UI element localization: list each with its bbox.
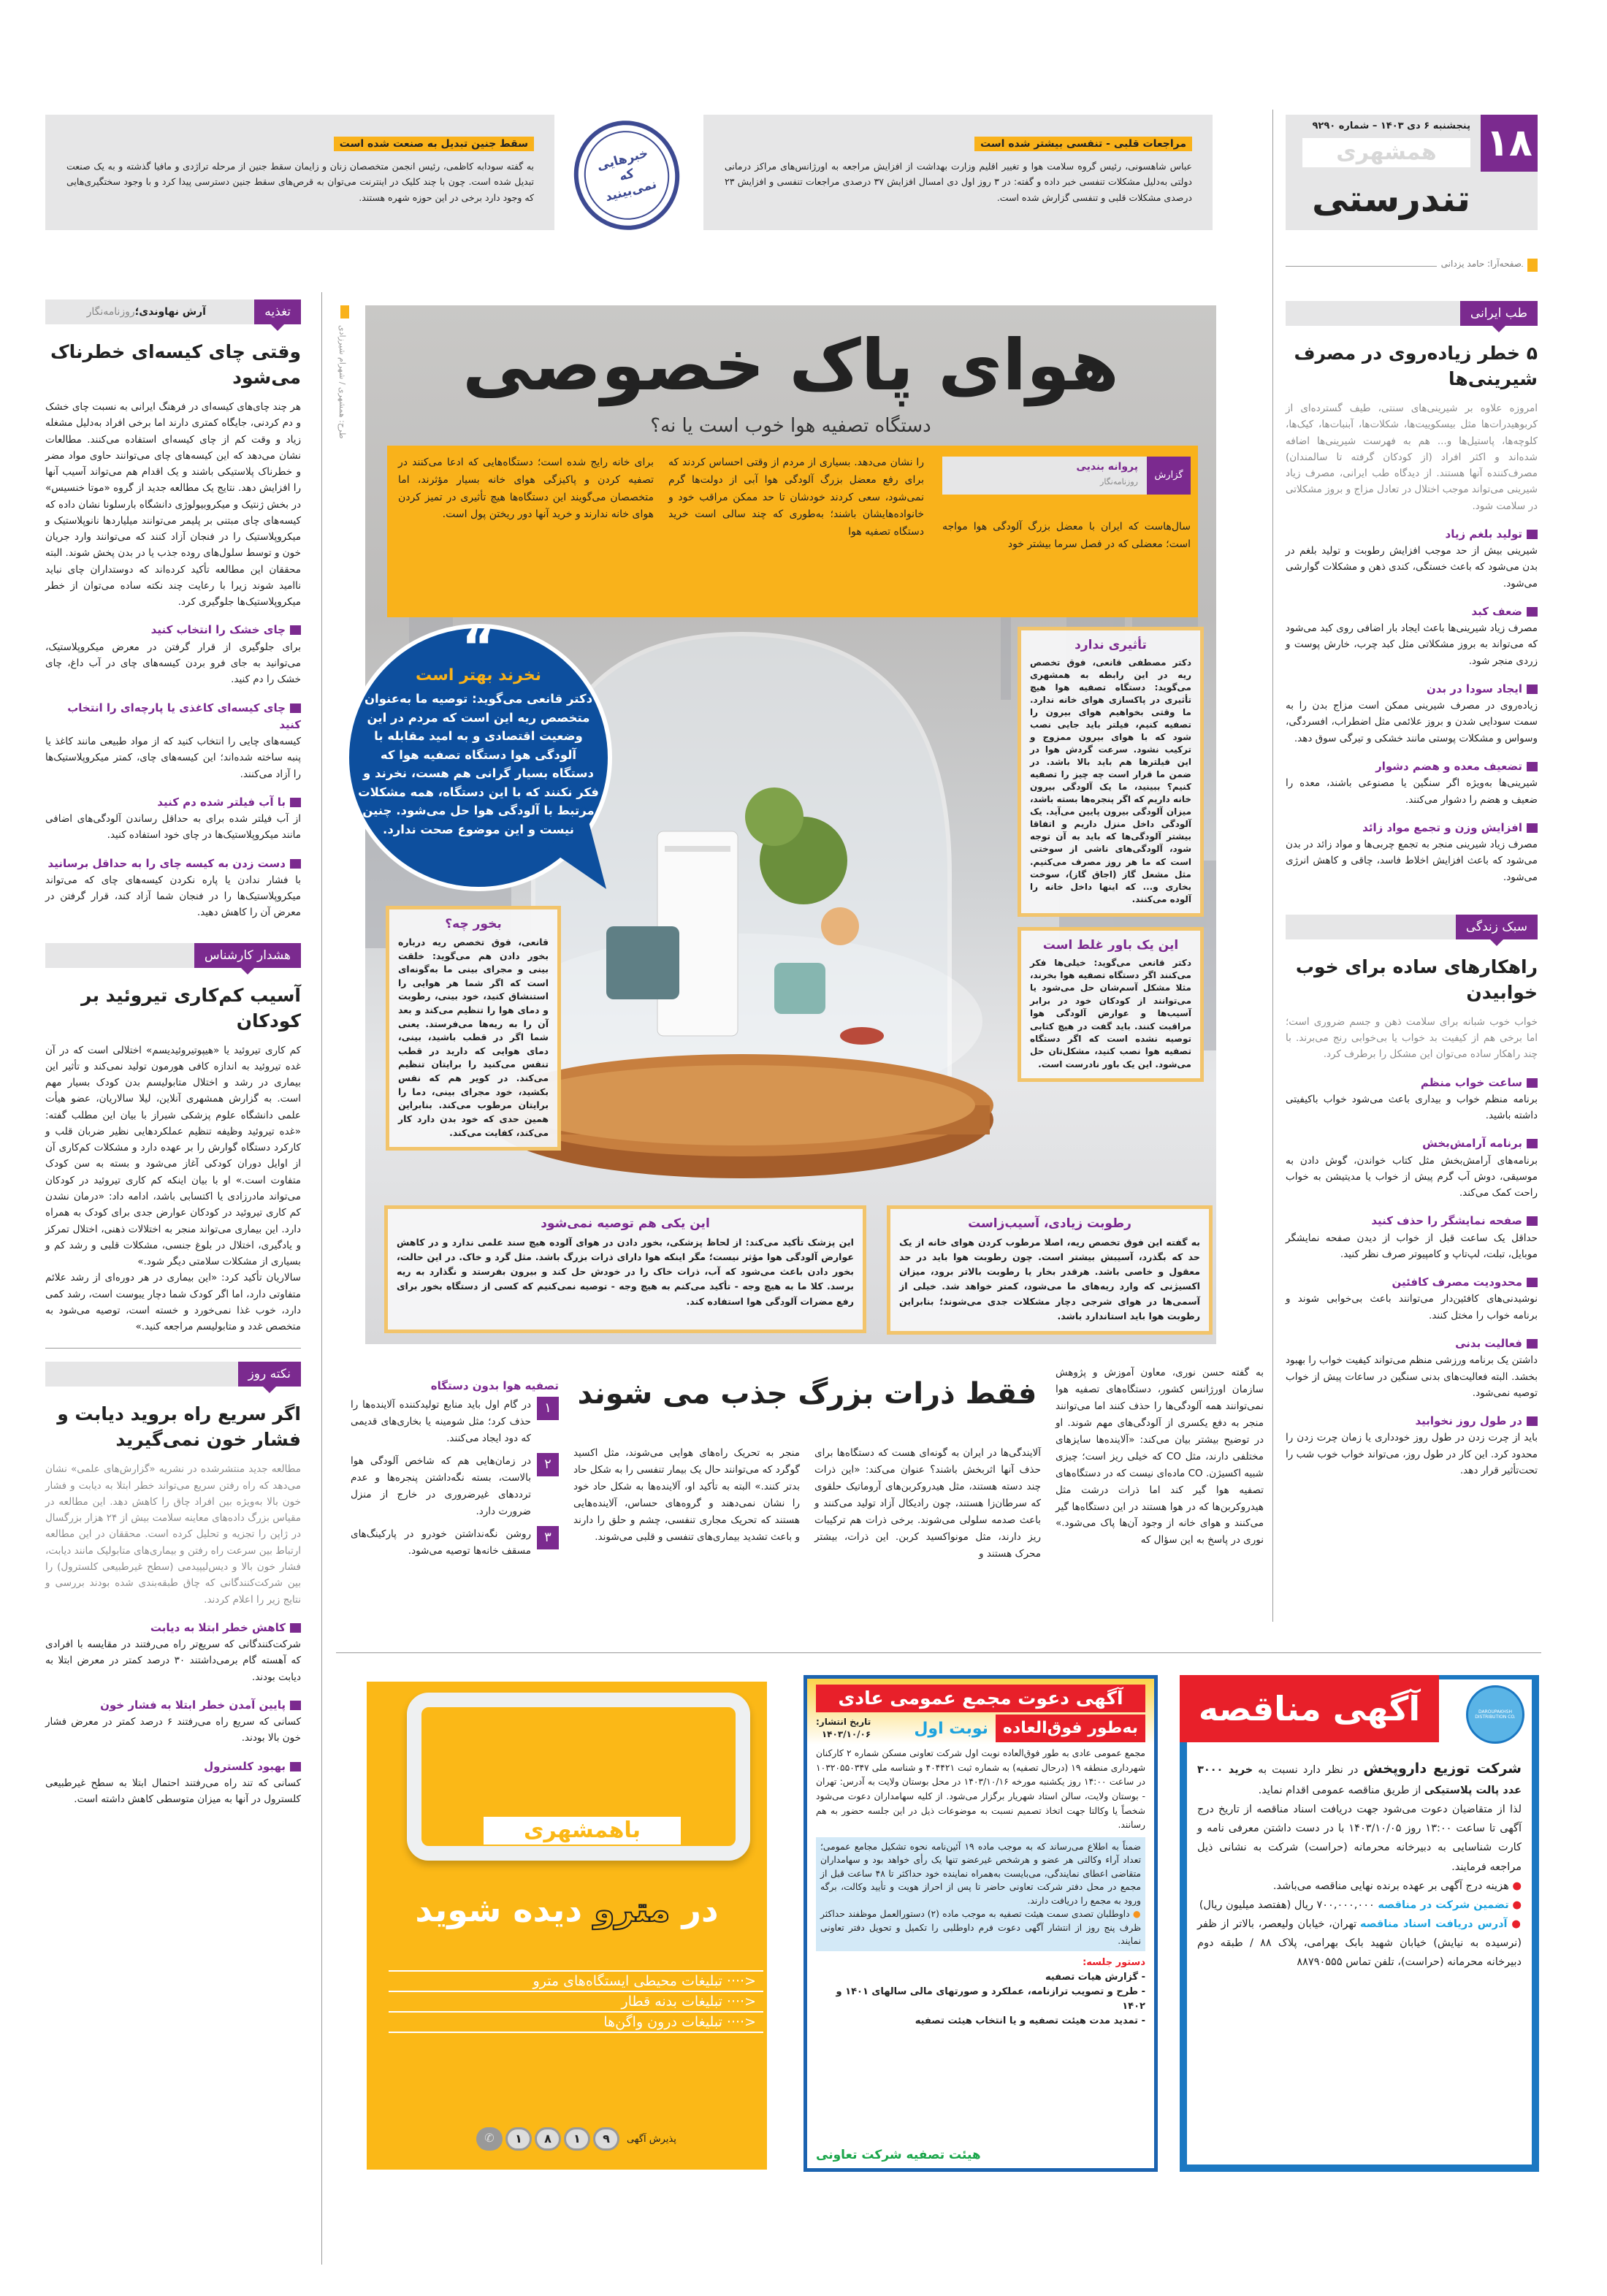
info-box-not-recommended: این یکی هم توصیه نمی‌شود این پزشک تأکید می‌کند: از لحاظ پزشکی، بخور دادن در هوای آلوده هیچ سند علمی ندارد و در کاهش عوارض آلودگی هوا مؤثر نیست؛ مگر اینکه هوا دارای ذرات بزرگ باشد. مثل گرد و خاک. در این حالت، بخور دادن باعث می‌شود که آب، ذرات خاک را در خودش حل کند و بیرون بفرستد و نگذارد به ریه برسد. کلا ما به هیچ وجه - تأکید می‌کنم به هیچ وجه - توصیه نمی‌کنیم که کسی از دستگاه بخور برای رفع مضرات آلودگی هوا استفاده کند. <box>384 1205 866 1333</box>
tender-ad: آگهی مناقصه DAROUPAKHSH DISTRIBUTION CO. شرکت توزیع داروپخش در نظر دارد نسبت به خرید ۳۰۰۰ عدد پالت پلاستیکی از طریق مناقصه عمومی اقدام نماید. لذا از متقاضیان دعوت می‌شود جهت دریافت اسناد مناقصه از تاریخ درج آگهی تا ساعت ۱۳:۰۰ روز ۱۴۰۳/۱۰/۰۵ با در دست داشتن معرفی نامه و کارت شناسایی به دبیرخانه محرمانه (حراست) شرکت به نشانی ذیل مراجعه فرمایند. ● هزینه درج آگهی بر عهده برنده نهایی مناقصه می‌باشد. ● تضمین شرکت در مناقصه ۷۰۰,۰۰۰,۰۰۰ ریال (هفتصد میلیون ریال) ● آدرس دریافت اسناد مناقصه تهران، خیابان ولیعصر، بالاتر از ظفر (نرسیده به نیایش) خیابان شهید بابک بهرامی، پلاک ۸۸ / طبقه دوم دبیرخانه محرمانه (حراست)، تلفن تماس ۸۸۷۹۰۵۵۵ <box>1180 1675 1539 2172</box>
square-bullet-icon <box>290 1623 301 1633</box>
assembly-subtitle: به‌طور فوق‌العاده <box>996 1715 1145 1742</box>
info-box-no-effect: تأثیری ندارد دکتر مصطفی قانعی، فوق تخصص ریه در این رابطه به همشهری می‌گوید: دستگاه تصفیه هوا هیچ تأثیری در پاکسازی هوای خانه ندارد. ما وقتی بخواهیم هوای بیرون را تصفیه کنیم، فیلتر باید جایی نصب شود که با هوای بیرون ممزوج و ترکیب نشود. سرعت گردش هوا در این فیلترها هم باید بالا باشد. در ضمن ما قرار است چه چیز را تصفیه کنیم؟ ببینید، ما یک آلودگی بیرون خانه داریم که اگر پنجره‌ها بسته باشد، میزان آلودگی بیرون پایین می‌آید. یک آلودگی داخل منزل داریم و اتفاقا بیشتر آلودگی‌ها که باید به آن توجه شود، آلودگی‌های ناشی از سوختی است که ما هر روز مصرف می‌کنیم. مثل مشعل گاز (اجاق گاز)، سوخت بخاری و... که اینها داخل خانه را آلوده می‌کنند. <box>1018 627 1204 917</box>
assembly-ad: آگهی دعوت مجمع عمومی عادی به‌طور فوق‌العاده نوبت اول تاریخ انتشار: ۱۴۰۳/۱۰/۰۶ مجمع عمومی عادی به طور فوق‌العاده نوبت اول شرکت تعاونی مسکن شماره ۲ کارکنان شهرداری منطقه ۱۹ (درحال تصفیه) به شماره ثبت ۴۰۴۴۲۱ و شناسه ملی ۱۰۳۲۰۵۵۰۳۴۷ در ساعت ۱۴:۰۰ روز یکشنبه مورخه ۱۴۰۳/۱۰/۱۶ در محل بوستان ولایت به آدرس: تهران - بوستان ولایت، سالن استاد شهریار برگزار می‌شود. از کلیه سهامداران دعوت می‌شود شخصاً یا وکالتا جهت اتخاذ تصمیم نسبت به موضوعات ذیل در این جلسه حضور به هم رسانند. ضمناً به اطلاع می‌رساند که به موجب ماده ۱۹ آئین‌نامه نحوه تشکیل مجامع عمومی؛ تعداد آراء وکالتی هر عضو و هرشخص غیرعضو تنها یک رأی خواهد بود و سهامداران متقاضی اعطای نمایندگی، می‌بایست به‌همراه نماینده خود حداکثر تا ۴۸ ساعت قبل از مجمع در محل دفتر شرکت تعاونی حاضر تا پس از احراز هویت و تأیید وکالت، برگه ورود به مجمع را دریافت دارند. ● داوطلبان تصدی سمت هیئت تصفیه به موجب ماده (۲) دستورالعمل موظفند حداکثر ظرف پنج روز از انتشار آگهی دعوت فرم داوطلبی را تکمیل و تحویل دفتر تعاونی نمایند. دستور جلسه: - گزارش هیات تصفیه - طرح و تصویب ترازنامه، عملکرد و صورتهای مالی سالهای ۱۴۰۱ و ۱۴۰۲ - تمدید مدت هیئت تصفیه و یا انتخاب هیئت تصفیه هیئت تصفیه شرکت تعاونی <box>804 1675 1158 2172</box>
arrow-icon: <···· <box>722 2014 756 2030</box>
subheading: ضعف کبد <box>1286 603 1538 620</box>
nutrition-section: تغذیه آرش نهاوندی؛روزنامه‌نگار وقتی چای کیسه‌ای خطرناک می‌شود هر چند چای‌های کیسه‌ای در فرهنگ ایرانی به نسبت چای خشک و دم کردنی، جایگاه کمتری دارند اما برخی افراد به‌دلیل مشغله زیاد و وقت کم از چای کیسه‌ای استفاده می‌کنند. مطالعات نشان می‌دهد که این کیسه‌های چای می‌توانند حاوی مواد مضر و خطرناک پلاستیکی باشند و یک اقدام هم می‌تواند آسیب آنها را افزایش دهد. نتایج یک مطالعه جدید از گروه «موتا خنسیس» در بخش ژنتیک و میکروبیولوژی دانشگاه بارسلونا نشان داده که کیسه‌های چای مبتنی بر پلیمر می‌توانند میلیاردها نانوپلاستیک و میکروپلاستیک را در فنجان آزاد کنند که می‌توانند وارد جریان خون و توسط سلول‌های روده جذب یا در بدن پخش شوند. البته محققان این مطالعه تأکید کرده‌اند که دوستداران چای نباید ناامید شوند زیرا با رعایت چند نکته ساده می‌توان از خطر میکروپلاستیک‌ها جلوگیری کرد. چای خشک را انتخاب کنید برای جلوگیری از قرار گرفتن در معرض میکروپلاستیک، می‌توانید به جای فرو بردن کیسه‌های چای در آب داغ، چای خشک را دم کنید. چای کیسه‌ای کاغذی یا پارچه‌ای را انتخاب کنید کیسه‌های چایی را انتخاب کنید که از مواد طبیعی مانند کاغذ یا پنبه ساخته شده‌اند؛ این کیسه‌های چای، کمتر میکروپلاستیک‌ها را آزاد می‌کنند. با آب فیلتر شده دم کنید از آب فیلتر شده برای به حداقل رساندن آلودگی‌های اضافی مانند میکروپلاستیک‌ها در چای خود استفاده کنید. دست زدن به کیسه چای را به حداقل برسانید با فشار ندادن یا پاره نکردن کیسه‌های چای که می‌تواند میکروپلاستیک‌ها را در فنجان شما آزاد کند، قرار گرفتن در معرض آن را کاهش دهید. <box>45 300 301 921</box>
square-bullet-icon <box>1527 1339 1538 1349</box>
square-bullet-icon <box>290 1762 301 1771</box>
section-title: تندرستی <box>1311 178 1470 220</box>
sidebar-title: تصفیه هوا بدون دستگاه <box>430 1379 559 1392</box>
top-news-body: به گفته سودابه کاظمی، رئیس انجمن متخصصان زنان و زایمان سقط جنین از مرحله تراژدی و مافیا گذشته و به یک صنعت تبدیل شده است. چون با چند کلیک در اینترنت می‌توان به قرص‌های سقط جنین دسترسی پیدا کرد و با وجود سختگیری‌هایی که وجود دارد برخی در این حوزه شهره هستند. <box>66 161 534 203</box>
step-number: ۱ <box>537 1397 559 1420</box>
expert-section: هشدار کارشناس آسیب کم‌کاری تیروئید بر کودکان کم کاری تیروئید یا «هیپوتیروئیدیسم» اختلالی است که در آن غده تیروئید به اندازه کافی هورمون تولید نمی‌کند و تأثیر این بیماری در رشد و اختلال متابولیسم بدن کودک بسیار مهم است. به گزارش همشهری آنلاین، لیلا سالاریان، عضو هیأت علمی دانشگاه علوم پزشکی شیراز با بیان این مطلب گفته: «غده تیروئید وظیفه تنظیم عملکردهایی نظیر ضربان قلب و کارکرد دستگاه گوارش را بر عهده دارد و مشکلات کم‌کاری آن از اوایل دوران کودکی آغاز می‌شود و بسته به سن کودک متفاوت است.» او با بیان اینکه کم کاری تیروئید در کودکان می‌تواند مادرزادی یا اکتسابی باشد، ادامه داد: «درمان نشدن کم کاری تیروئید در کودکان عوارض جدی برای کودک به همراه دارد. این بیماری می‌تواند منجر به اختلالات ذهنی، اختلال تمرکز و یادگیری، اختلال در بلوغ جنسی، مشکلات قلبی و رشد کم و بسیاری از مشکلات سلامتی دیگر شود.» سالاریان تأکید کرد: «این بیماری در هر دوره‌ای از رشد علائم متفاوتی دارد، اما اگر کودک شما دچار یبوست است، رشد کمی دارد، خوب غذا نمی‌خورد و خسته است، توصیه می‌شود به متخصص غدد و متابولیسم مراجعه کنید.» <box>45 943 301 1335</box>
square-bullet-icon <box>1527 1078 1538 1088</box>
article-title: اگر سریع راه بروید دیابت و فشار خون نمی‌گیرید <box>57 1403 301 1451</box>
report-tag: گزارش <box>1147 457 1191 495</box>
square-bullet-icon <box>290 1701 301 1710</box>
tip-section: نکته روز اگر سریع راه بروید دیابت و فشار خون نمی‌گیرید مطالعه جدید منتشرشده در نشریه «گزارش‌های علمی» نشان می‌دهد که راه رفتن سریع می‌تواند خطر ابتلا به دیابت و فشار خون بالا به‌ویژه بین افراد چاق را کاهش دهد. این مطالعه در مقیاس بزرگ داده‌های معاینه سلامت بیش از ۲۴ هزار بزرگسال در ژاپن را تجزیه و تحلیل کرده است. محققان در این مطالعه ارتباط بین سرعت راه رفتن و بیماری‌های متابولیک مانند دیابت، فشار خون بالا و دیس‌لیپیدمی (سطح غیرطبیعی کلسترول) را بین شرکت‌کنندگانی که چاق طبقه‌بندی شده بودند بررسی و نتایج زیر را اعلام کردند. کاهش خطر ابتلا به دیابت شرکت‌کنندگانی که سریع‌تر راه می‌رفتند در مقایسه با افرادی که آهسته گام برمی‌داشتند ۳۰ درصد کمتر در معرض ابتلا به دیابت بودند. پایین آمدن خطر ابتلا به فشار خون کسانی که سریع راه می‌رفتند ۶ درصد کمتر در معرض فشار خون بالا بودند. بهبود کلسترول کسانی که تند راه می‌رفتند احتمال ابتلا به سطح غیرطبیعی کلسترول در آنها به میزان متوسطی کاهش داشته است. <box>45 1362 301 1807</box>
quote-body: دکتر قانعی می‌گوید: توصیه ما به‌عنوان متخصص ریه این است که مردم در این وضعیت اقتصادی و به امید مقابله با آلودگی هوا دستگاه تصفیه هوا که دستگاه بسیار گرانی هم هست، نخرند و فکر نکنند که با این دستگاه، همه مشکلات مرتبط با آلودگی هوا حل می‌شود. چنین نیست و این موضوع صحت ندارد. <box>358 692 599 836</box>
assembly-round: نوبت اول <box>914 1719 988 1738</box>
square-bullet-icon <box>1527 762 1538 771</box>
square-bullet-icon <box>1527 1139 1538 1148</box>
article2: به گفته حسن نوری، معاون آموزش و پژوهش سازمان اورژانس کشور، دستگاه‌های تصفیه هوا نمی‌توانند همه آلودگی‌ها را حذف کنند اما می‌توانند منجر به دفع یکسری از آلودگی‌های مهم شوند. او در توضیح بیشتر بیان می‌کند: «آلاینده‌ها سایزهای مختلفی دارند، مثل CO که خیلی ریز است؛ چیزی شبیه اکسیژن. CO ماده‌ای نیست که در دستگاه‌های تصفیه هوا گیر کند اما ذرات درشت مثل هیدروکربن‌ها که در هوا هستند در این دستگاه‌ها گیر می‌کنند و هوای خانه از وجود آن‌ها پاک می‌شود.» نوری در پاسخ به این سؤال که فقط ذرات بزرگ جذب می شوند آلایندگی‌ها در ایران به گونه‌ای هست که دستگاه‌ها برای حذف آنها اثربخش باشند؟ عنوان می‌کند: «این ذرات چند دسته هستند، مثل هیدروکربن‌های آروماتیک حلقوی که سرطان‌زا هستند، چون رادیکال آزاد تولید می‌کنند و باعث صدمه سلولی می‌شوند. برخی ذرات هم ترکیبات ریز دارند، مثل مونواکسید کربن. این ذرات، بیشتر محرک هستند و منجر به تحریک راه‌های هوایی می‌شوند، مثل اکسید گوگرد که می‌توانند حال یک بیمار تنفسی را به شکل حاد بدتر کنند.» البته به تأکید او، آلاینده‌ها به شکل حاد خود را نشان نمی‌دهند و گروه‌های حساس، آلاینده‌هایی هستند که تحریک مجاری تنفسی، چشم و حلق را دارند و باعث تشدید بیماری‌های تنفسی و قلبی می‌شوند. تصفیه هوا بدون دستگاه ۱ در گام اول باید منابع تولیدکننده آلاینده‌ها را حذف کرد؛ مثل شومینه یا بخاری‌های قدیمی که دود ایجاد می‌کنند. ۲ در زمان‌هایی هم که شاخص آلودگی هوا بالاست، بسته نگه‌داشتن پنجره‌ها و عدم ترددهای غیرضروری در خارج از منزل ضرورت دارد. ۳ روشن نگه‌نداشتن خودرو در پارکینگ‌های مسقف خانه‌ها توصیه می‌شود. <box>351 1367 1264 1560</box>
square-bullet-icon <box>1527 530 1538 539</box>
company-name: شرکت توزیع داروپخش <box>1363 1761 1522 1777</box>
left-column <box>45 300 301 1807</box>
section-divider <box>45 1348 301 1349</box>
quote-icon: “ <box>461 617 495 677</box>
subheading: تضعیف معده و هضم دشوار <box>1286 758 1538 775</box>
square-bullet-icon <box>1527 1416 1538 1426</box>
top-news-title: سقط جنین تبدیل به صنعت شده است <box>334 137 534 151</box>
phone-icon: ✆ <box>476 2127 503 2151</box>
report-header <box>942 457 1191 495</box>
square-bullet-icon <box>290 798 301 807</box>
square-bullet-icon <box>1527 607 1538 617</box>
section-tag: سبک زندگی <box>1456 915 1538 939</box>
subheading: افزایش وزن و تجمع مواد زائد <box>1286 820 1538 836</box>
photo-credit-marker <box>340 305 349 319</box>
company-logo: DAROUPAKHSH DISTRIBUTION CO. <box>1466 1685 1524 1744</box>
iranian-medicine-section: طب ایرانی ۵ خطر زیاده‌روی در مصرف شیرینی‌ها امروزه علاوه بر شیرینی‌های سنتی، طیف گسترده‌ای از کربوهیدرات‌ها مثل بیسکوییت‌ها، شکلات‌ها، آبنبات‌ها، کیک‌ها، کلوچه‌ها، پاستیل‌ها و... هم به فهرست شیرینی‌ها اضافه شده‌اند و اکثر افراد (از کودکان گرفته تا سالمندان) مصرف‌کننده آنها هستند. از دیدگاه طب ایرانی، مصرف زیاد شیرینی می‌تواند موجب اختلال در تعادل مزاج و بروز مشکلاتی در سلامت شود. تولید بلغم زیاد شیرینی بیش از حد موجب افزایش رطوبت و تولید بلغم در بدن می‌شود که باعث خستگی، کندی ذهن و مشکلات گوارشی می‌شود. ضعف کبد مصرف زیاد شیرینی‌ها باعث ایجاد بار اضافی روی کبد می‌شود که می‌تواند به بروز مشکلاتی مثل کبد چرب، خارش پوست و زردی منجر شود. ایجاد سودا در بدن زیاده‌روی در مصرف شیرینی ممکن است مزاج بدن را به سمت سودایی شدن و بروز علائمی مثل اضطراب، افسردگی، وسواس و مشکلات پوستی مانند خشکی و تیرگی سوق دهد. تضعیف معده و هضم دشوار شیرینی‌ها به‌ویژه اگر سنگین یا مصنوعی باشند، معده را ضعیف و هضم را دشوار می‌کنند. افزایش وزن و تجمع مواد زائد مصرف زیاد شیرینی منجر به تجمع چربی‌ها و مواد زائد در بدن می‌شود که باعث افزایش اخلاط فاسد، چاقی و کاهش انرژی می‌شود. <box>1286 301 1538 885</box>
square-bullet-icon <box>1527 684 1538 694</box>
arrow-icon: <···· <box>722 1994 756 2010</box>
assembly-title: آگهی دعوت مجمع عمومی عادی <box>816 1685 1145 1712</box>
section-tag: تغذیه <box>254 300 301 324</box>
metro-ad-logo: باهمشهری <box>484 1817 681 1845</box>
page-number: ۱۸ <box>1481 115 1538 172</box>
subheading: ایجاد سودا در بدن <box>1286 681 1538 698</box>
square-bullet-icon <box>290 703 301 713</box>
column-divider <box>1272 110 1273 1622</box>
date-issue: پنجشنبه ۶ دی ۱۴۰۳ – شماره ۹۲۹۰ <box>1312 121 1470 131</box>
top-news-body: عباس شاهسونی، رئیس گروه سلامت هوا و تغییر اقلیم وزارت بهداشت از افزایش مراجعه به اورژانس‌های مراکز درمانی دولتی به‌دلیل مشکلات تنفسی خبر داده و گفته: در ۳ روز اول دی امسال افزایش ۳۷ درصدی مراجعات تنفسی و افزایش ۲۳ درصدی مشکلات قلبی و تنفسی گزارش شده است. <box>725 161 1192 203</box>
masthead <box>1286 115 1538 230</box>
newspaper-logo: همشهری <box>1302 138 1470 167</box>
feature-right-boxes <box>1018 627 1204 1082</box>
lifestyle-section: سبک زندگی راهکارهای ساده برای خوب خوابیدن خواب خوب شبانه برای سلامت ذهن و جسم ضروری است؛ اما برخی هم از کیفیت بد خواب یا بی‌خوابی رنج می‌برند. با چند راهکار ساده می‌توان این مشکل را برطرف کرد. ساعت خواب منظم برنامه منظم خواب و بیداری باعث می‌شود خواب باکیفیتی داشته باشید. برنامه آرامش‌بخش برنامه‌های آرامش‌بخش مثل کتاب خواندن، گوش دادن به موسیقی، دوش آب گرم پیش از خواب یا مدیتیشن به خواب راحت کمک می‌کند. صفحه نمایشگر را حذف کنید حداقل یک ساعت قبل از خواب از دیدن صفحه نمایشگر موبایل، تبلت، لپ‌تاپ و کامپیوتر صرف نظر کنید. محدودیت مصرف کافئین نوشیدنی‌های کافئین‌دار می‌توانند باعث بی‌خوابی شوند و برنامه خواب را مختل کنند. فعالیت بدنی داشتن یک برنامه ورزشی منظم می‌تواند کیفیت خواب را بهبود بخشد. البته فعالیت‌های بدنی سنگین در ساعات پیش از خواب توصیه نمی‌شود. در طول روز نخوابید باید از چرت زدن در طول روز خودداری یا زمان چرت زدن را محدود کرد. این کار در طول روز، می‌تواند خواب خوب شب را تحت‌تأثیر قرار دهد. <box>1286 915 1538 1479</box>
square-bullet-icon <box>290 859 301 869</box>
author-byline: آرش نهاوندی؛روزنامه‌نگار <box>86 306 206 318</box>
metro-ad[interactable] <box>367 1682 767 2170</box>
step-number: ۲ <box>537 1453 559 1476</box>
top-news-title: مراجعات قلبی - تنفسی بیشتر شده است <box>974 137 1192 151</box>
section-tag: نکته روز <box>238 1362 301 1387</box>
publish-date: تاریخ انتشار: ۱۴۰۳/۱۰/۰۶ <box>816 1717 871 1739</box>
step-number: ۳ <box>537 1526 559 1549</box>
assembly-note: ضمناً به اطلاع می‌رساند که به موجب ماده ۱۹ آئین‌نامه نحوه تشکیل مجامع عمومی؛ تعداد آراء وکالتی هر عضو و هرشخص غیرعضو تنها یک رأی خواهد بود و سهامداران متقاضی اعطای نمایندگی، می‌بایست به‌همراه نماینده خود حداکثر تا ۴۸ ساعت قبل از مجمع در محل دفتر شرکت تعاونی حاضر تا پس از احراز هویت و تأیید وکالت، برگه ورود به مجمع را دریافت دارند. ● داوطلبان تصدی سمت هیئت تصفیه به موجب ماده (۲) دستورالعمل موظفند حداکثر ظرف پنج روز از انتشار آگهی دعوت فرم داوطلبی را تکمیل و تحویل دفتر تعاونی نمایند. <box>816 1837 1145 1951</box>
quote-title: نخرند بهتر است <box>415 666 541 684</box>
top-news-right <box>703 115 1213 230</box>
article-title: راهکارهای ساده برای خوب خوابیدن <box>1295 956 1538 1003</box>
agenda: دستور جلسه: - گزارش هیات تصفیه - طرح و تصویب ترازنامه، عملکرد و صورتهای مالی سالهای ۱۴۰۱ و ۱۴۰۲ - تمدید مدت هیئت تصفیه و یا انتخاب هیئت تصفیه <box>836 1956 1145 2027</box>
layout-credit: صفحه‌آرا: حامد یزدانی <box>1286 257 1538 275</box>
metro-ad-services: <···· تبلیغات محیطی ایستگاه‌های مترو <···· تبلیغات بدنه قطار <···· تبلیغات درون واگن‌ها <box>389 1970 763 2033</box>
metro-ad-slogan: در مترو دیده شوید <box>415 1890 719 1929</box>
air-cleaning-sidebar: تصفیه هوا بدون دستگاه ۱ در گام اول باید منابع تولیدکننده آلاینده‌ها را حذف کرد؛ مثل شومینه یا بخاری‌های قدیمی که دود ایجاد می‌کنند. ۲ در زمان‌هایی هم که شاخص آلودگی هوا بالاست، بسته نگه‌داشتن پنجره‌ها و عدم ترددهای غیرضروری در خارج از منزل ضرورت دارد. ۳ روشن نگه‌نداشتن خودرو در پارکینگ‌های مسقف خانه‌ها توصیه می‌شود. <box>351 1379 559 1557</box>
square-bullet-icon <box>1527 823 1538 833</box>
info-box-false-belief: این یک باور غلط است دکتر قانعی می‌گوید: خیلی‌ها فکر می‌کنند اگر دستگاه تصفیه هوا بخرند، مثلا مشکل آسم‌شان حل می‌شود یا می‌توانند از کودکان خود در برابر آسیب‌ها و عوارض آلودگی هوا مراقبت کنند. باید گفت در هیچ کتابی توصیه نشده است که اگر دستگاه تصفیه هوا نصب کنید، مشکل‌تان حل می‌شود. این یک باور نادرست است. <box>1018 927 1204 1083</box>
info-box-humidity: رطوبت زیادی، آسیب‌زاست به گفته این فوق تخصص ریه، اصلا مرطوب کردن هوای خانه از یک حد که بگذرد، آسیبش بیشتر است. چون رطوبت هوا باید در حد معقول و خاصی باشد. هرقدر بخار یا رطوبت بالاتر برود، میزان اکسیژنی که وارد ریه‌های ما می‌شود، کمتر خواهد شد. خیلی از آسمی‌ها در هوای شرجی دچار مشکلات جدی می‌شوند؛ بنابراین رطوبت هوا باید استاندارد باشد. <box>887 1205 1213 1335</box>
right-column <box>1286 301 1538 1479</box>
column-divider <box>321 292 322 2265</box>
author-role: روزنامه‌نگار <box>1100 477 1138 487</box>
photo-credit: طرح: همشهری / شهرام شیرزادی <box>337 325 347 439</box>
arrow-icon: <···· <box>722 1973 756 1989</box>
intro-box-content: گزارش پروانه بندیی روزنامه‌نگار سال‌هاست که ایران با معضل بزرگ آلودگی هوا مواجه است؛ معضلی که در فصل سرما بیشتر خود را نشان می‌دهد. بسیاری از مردم از وقتی احساس کردند که برای رفع معضل بزرگ آلودگی هوا آبی از دولت‌ها گرم نمی‌شود، سعی کردند خودشان تا حد ممکن مراقب خود و خانواده‌هایشان باشند؛ به‌طوری که چند سالی است خرید دستگاه تصفیه هوا برای خانه رایج شده است؛ دستگاه‌هایی که ادعا می‌کنند در تصفیه کردن و پاکیزگی هوای خانه بسیار مؤثرند، اما متخصصان می‌گویند این دستگاه‌ها هیچ تأثیری در تمیز کردن هوای خانه ندارند و خرید آنها دور ریختن پول است. <box>398 457 1191 550</box>
stamp: خبرهایی که نمی‌بینید <box>562 109 692 242</box>
article-title: وقتی چای کیسه‌ای خطرناک می‌شود <box>50 341 301 388</box>
square-bullet-icon <box>1527 1278 1538 1287</box>
metro-ad-phone[interactable]: پذیرش آگهی ۹ ۱ ۸ ۱ ✆ <box>476 2127 676 2151</box>
section-tag: هشدار کارشناس <box>194 943 301 968</box>
square-bullet-icon <box>1527 1216 1538 1226</box>
section-tag: طب ایرانی <box>1460 301 1538 326</box>
article-title: ۵ خطر زیاده‌روی در مصرف شیرینی‌ها <box>1294 343 1538 389</box>
author-name: پروانه بندیی <box>1076 461 1138 473</box>
credit-marker <box>1527 259 1538 272</box>
square-bullet-icon <box>290 625 301 635</box>
top-news-left <box>45 115 554 230</box>
article-title: آسیب کم‌کاری تیروئید بر کودکان <box>81 984 301 1031</box>
feature-subtitle: دستگاه تصفیه هوا خوب است یا نه؟ <box>650 415 931 437</box>
tender-title: آگهی مناقصه <box>1180 1675 1439 1742</box>
quote-bubble <box>329 617 628 893</box>
assembly-signature: هیئت تصفیه شرکت تعاونی <box>816 2148 981 2162</box>
subheading: تولید بلغم زیاد <box>1286 526 1538 543</box>
info-box-incense: بخور چه؟ قانعی، فوق تخصص ریه درباره بخور دادن هم می‌گوید: خلقت بینی و مجرای بینی ما به‌گونه‌ای است که اگر شما هر هوایی را استنشاق کنید، خود بینی، رطوبت و دمای هوا را تنظیم می‌کند و بعد آن را به ریه‌ها می‌فرستد. یعنی شما اگر در قطب باشید، بینی، دمای هوایی که دارید در قطب تنفس می‌کنید را برایتان تنظیم می‌کند. در کویر هم که نفس بکشید، خود مجرای بینی، دما را برایتان مرطوب می‌کند. بنابراین همین حدی که خود بدن دارد کار می‌کند، کفایت می‌کند. <box>386 906 561 1151</box>
feature-title: هوای پاک خصوصی <box>462 324 1119 406</box>
article2-title: فقط ذرات بزرگ جذب می شوند <box>577 1377 1037 1411</box>
